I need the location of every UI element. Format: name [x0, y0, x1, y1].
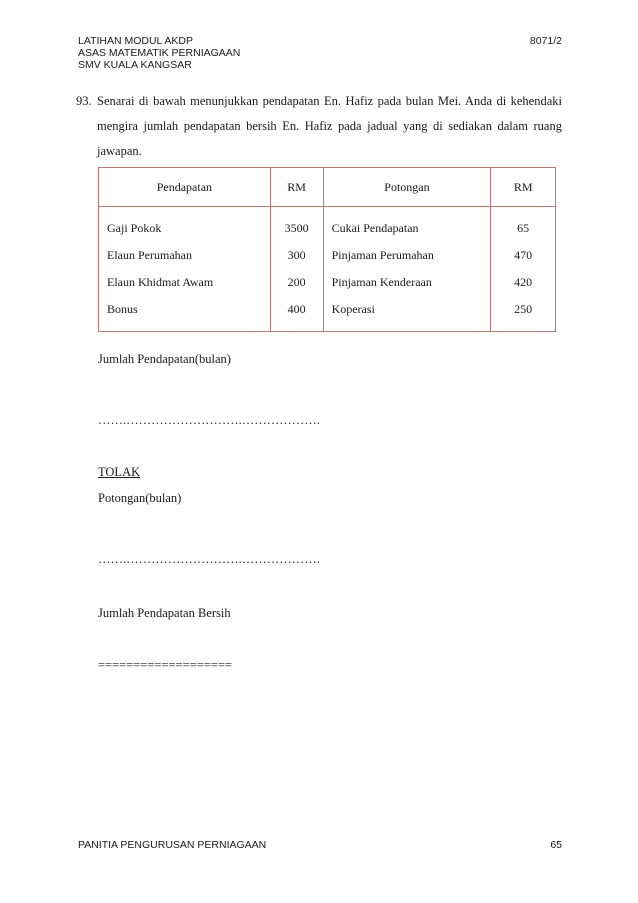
page-header	[78, 35, 240, 71]
table-header-row	[99, 168, 556, 207]
income-amount: 200	[270, 269, 323, 296]
income-item: Elaun Khidmat Awam	[99, 269, 271, 296]
header-subject: ASAS MATEMATIK PERNIAGAAN	[78, 47, 241, 59]
total-income-label: Jumlah Pendapatan(bulan)	[98, 352, 231, 366]
deduction-amount: 250	[491, 296, 556, 332]
answer-dotted-line: …….……………………….……………….	[98, 552, 320, 566]
deduction-item: Cukai Pendapatan	[323, 207, 491, 243]
question-number: 93.	[76, 94, 92, 108]
page-number: 65	[550, 839, 562, 851]
column-header-deductions: Potongan	[323, 168, 491, 207]
column-header-income: Pendapatan	[99, 168, 271, 207]
income-amount: 300	[270, 242, 323, 269]
income-item: Elaun Perumahan	[99, 242, 271, 269]
deduction-item: Pinjaman Kenderaan	[323, 269, 491, 296]
header-code: 8071/2	[529, 35, 562, 47]
deduction-item: Koperasi	[323, 296, 491, 332]
deduction-amount: 420	[491, 269, 556, 296]
deductions-label: Potongan(bulan)	[98, 491, 182, 505]
header-module-title: LATIHAN MODUL AKDP	[78, 35, 193, 47]
header-school: SMV KUALA KANGSAR	[78, 59, 192, 71]
column-header-rm: RM	[491, 168, 556, 207]
table-row	[99, 269, 556, 296]
column-header-rm: RM	[270, 168, 323, 207]
deduction-amount: 65	[491, 207, 556, 243]
deduction-item: Pinjaman Perumahan	[323, 242, 491, 269]
table-row	[99, 207, 556, 243]
question-block	[76, 89, 562, 164]
question-text: Senarai di bawah menunjukkan pendapatan En. Hafiz pada bulan Mei. Anda di kehendaki mengira jumlah pendapatan bersih En. Hafiz pada jadual yang di sediakan dalam ruang jawapan.	[97, 94, 562, 158]
net-income-label: Jumlah Pendapatan Bersih	[98, 606, 231, 620]
deduction-amount: 470	[491, 242, 556, 269]
income-item: Gaji Pokok	[99, 207, 271, 243]
income-table	[98, 167, 556, 332]
table-row	[99, 242, 556, 269]
income-amount: 400	[270, 296, 323, 332]
footer-department: PANITIA PENGURUSAN PERNIAGAAN	[78, 839, 267, 851]
income-item: Bonus	[99, 296, 271, 332]
income-amount: 3500	[270, 207, 323, 243]
double-underline: ===================	[98, 658, 232, 672]
answer-dotted-line: …….……………………….……………….	[98, 413, 320, 427]
tolak-label: TOLAK	[98, 465, 141, 479]
table-row	[99, 296, 556, 332]
